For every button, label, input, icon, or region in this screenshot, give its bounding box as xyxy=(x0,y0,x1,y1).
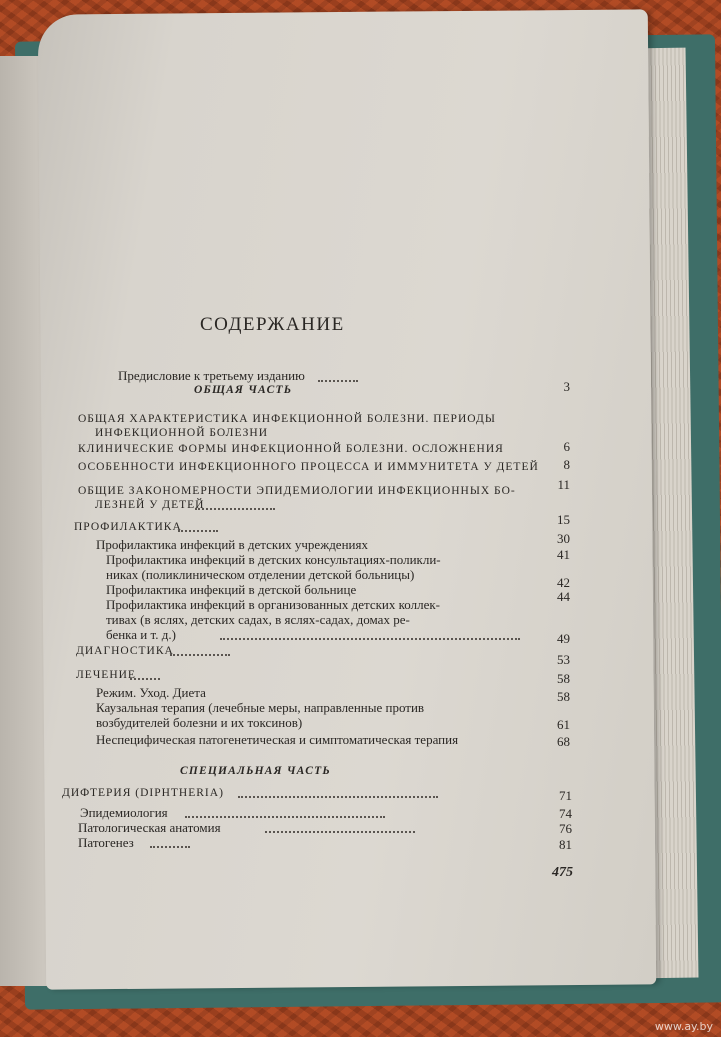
leader-dots xyxy=(238,794,438,798)
page-number: 74 xyxy=(559,806,572,821)
toc-subentry: Патологическая анатомия xyxy=(78,820,221,835)
toc-subentry: Каузальная терапия (лечебные меры, направленные против xyxy=(96,700,425,715)
leader-dots xyxy=(318,378,358,382)
leader-dots xyxy=(150,844,190,848)
page-number: 53 xyxy=(557,652,570,667)
toc-subentry-continuation: тивах (в яслях, детских садах, в яслях-садах, домах ре- xyxy=(106,612,410,627)
toc-entry: ОСОБЕННОСТИ ИНФЕКЦИОННОГО ПРОЦЕССА И ИММУНИТЕТА У ДЕТЕЙ xyxy=(78,461,539,473)
page-number: 11 xyxy=(557,477,570,492)
toc-subentry: Режим. Уход. Диета xyxy=(96,685,206,700)
leader-dots xyxy=(170,652,230,656)
toc-subentry-continuation: никах (поликлиническом отделении детской больницы) xyxy=(106,567,415,582)
page-folio: 475 xyxy=(552,865,573,880)
page-number: 42 xyxy=(557,575,570,590)
toc-subentry: Неспецифическая патогенетическая и симптоматическая терапия xyxy=(96,732,459,747)
watermark: www.ay.by xyxy=(654,1020,713,1033)
leader-dots xyxy=(195,506,275,510)
toc-entry: ДИАГНОСТИКА xyxy=(76,645,174,657)
toc-entry: КЛИНИЧЕСКИЕ ФОРМЫ ИНФЕКЦИОННОЙ БОЛЕЗНИ. ОСЛОЖНЕНИЯ xyxy=(78,443,504,455)
toc-entry: ЛЕЧЕНИЕ xyxy=(76,669,136,681)
page-number: 49 xyxy=(557,631,570,646)
page-number: 76 xyxy=(559,821,572,836)
toc-entry-continuation: ЛЕЗНЕЙ У ДЕТЕЙ xyxy=(95,499,205,511)
page-number: 81 xyxy=(559,837,572,852)
toc-entry: ПРОФИЛАКТИКА xyxy=(74,521,182,533)
toc-subentry: Профилактика инфекций в детских учреждениях xyxy=(96,537,368,552)
page-number: 3 xyxy=(563,379,570,394)
toc-entry: ОБЩИЕ ЗАКОНОМЕРНОСТИ ЭПИДЕМИОЛОГИИ ИНФЕКЦИОННЫХ БО- xyxy=(78,485,516,497)
toc-subentry: Патогенез xyxy=(78,835,134,850)
page-number: 71 xyxy=(559,788,572,803)
toc-entry: ДИФТЕРИЯ (DIPHTHERIA) xyxy=(62,787,224,799)
toc-entry: ОБЩАЯ ХАРАКТЕРИСТИКА ИНФЕКЦИОННОЙ БОЛЕЗНИ. ПЕРИОДЫ xyxy=(78,413,496,425)
toc-subentry: Профилактика инфекций в детских консультациях-поликли- xyxy=(106,552,441,567)
page-number: 58 xyxy=(557,671,570,686)
toc-subentry: Профилактика инфекций в организованных детских коллек- xyxy=(106,597,440,612)
page-number: 44 xyxy=(557,589,570,604)
page-number: 6 xyxy=(563,439,570,454)
section-heading-general: ОБЩАЯ ЧАСТЬ xyxy=(194,384,293,396)
page-number: 15 xyxy=(557,512,570,527)
page-number: 58 xyxy=(557,689,570,704)
page-number: 8 xyxy=(563,457,570,472)
page-number: 68 xyxy=(557,734,570,749)
section-heading-special: СПЕЦИАЛЬНАЯ ЧАСТЬ xyxy=(180,765,331,777)
toc-subentry: Эпидемиология xyxy=(80,805,168,820)
page-number: 61 xyxy=(557,717,570,732)
toc-subentry: Профилактика инфекций в детской больнице xyxy=(106,582,357,597)
page-title: СОДЕРЖАНИЕ xyxy=(200,314,345,335)
leader-dots xyxy=(178,528,218,532)
leader-dots xyxy=(185,814,385,818)
toc-entry-continuation: ИНФЕКЦИОННОЙ БОЛЕЗНИ xyxy=(95,427,268,439)
page-number: 30 xyxy=(557,531,570,546)
toc-entry-preface: Предисловие к третьему изданию xyxy=(118,368,305,383)
leader-dots xyxy=(130,676,160,680)
toc-subentry-continuation: бенка и т. д.) xyxy=(106,627,176,642)
leader-dots xyxy=(265,829,415,833)
page-number: 41 xyxy=(557,547,570,562)
toc-subentry-continuation: возбудителей болезни и их токсинов) xyxy=(96,715,303,730)
leader-dots xyxy=(220,636,520,640)
